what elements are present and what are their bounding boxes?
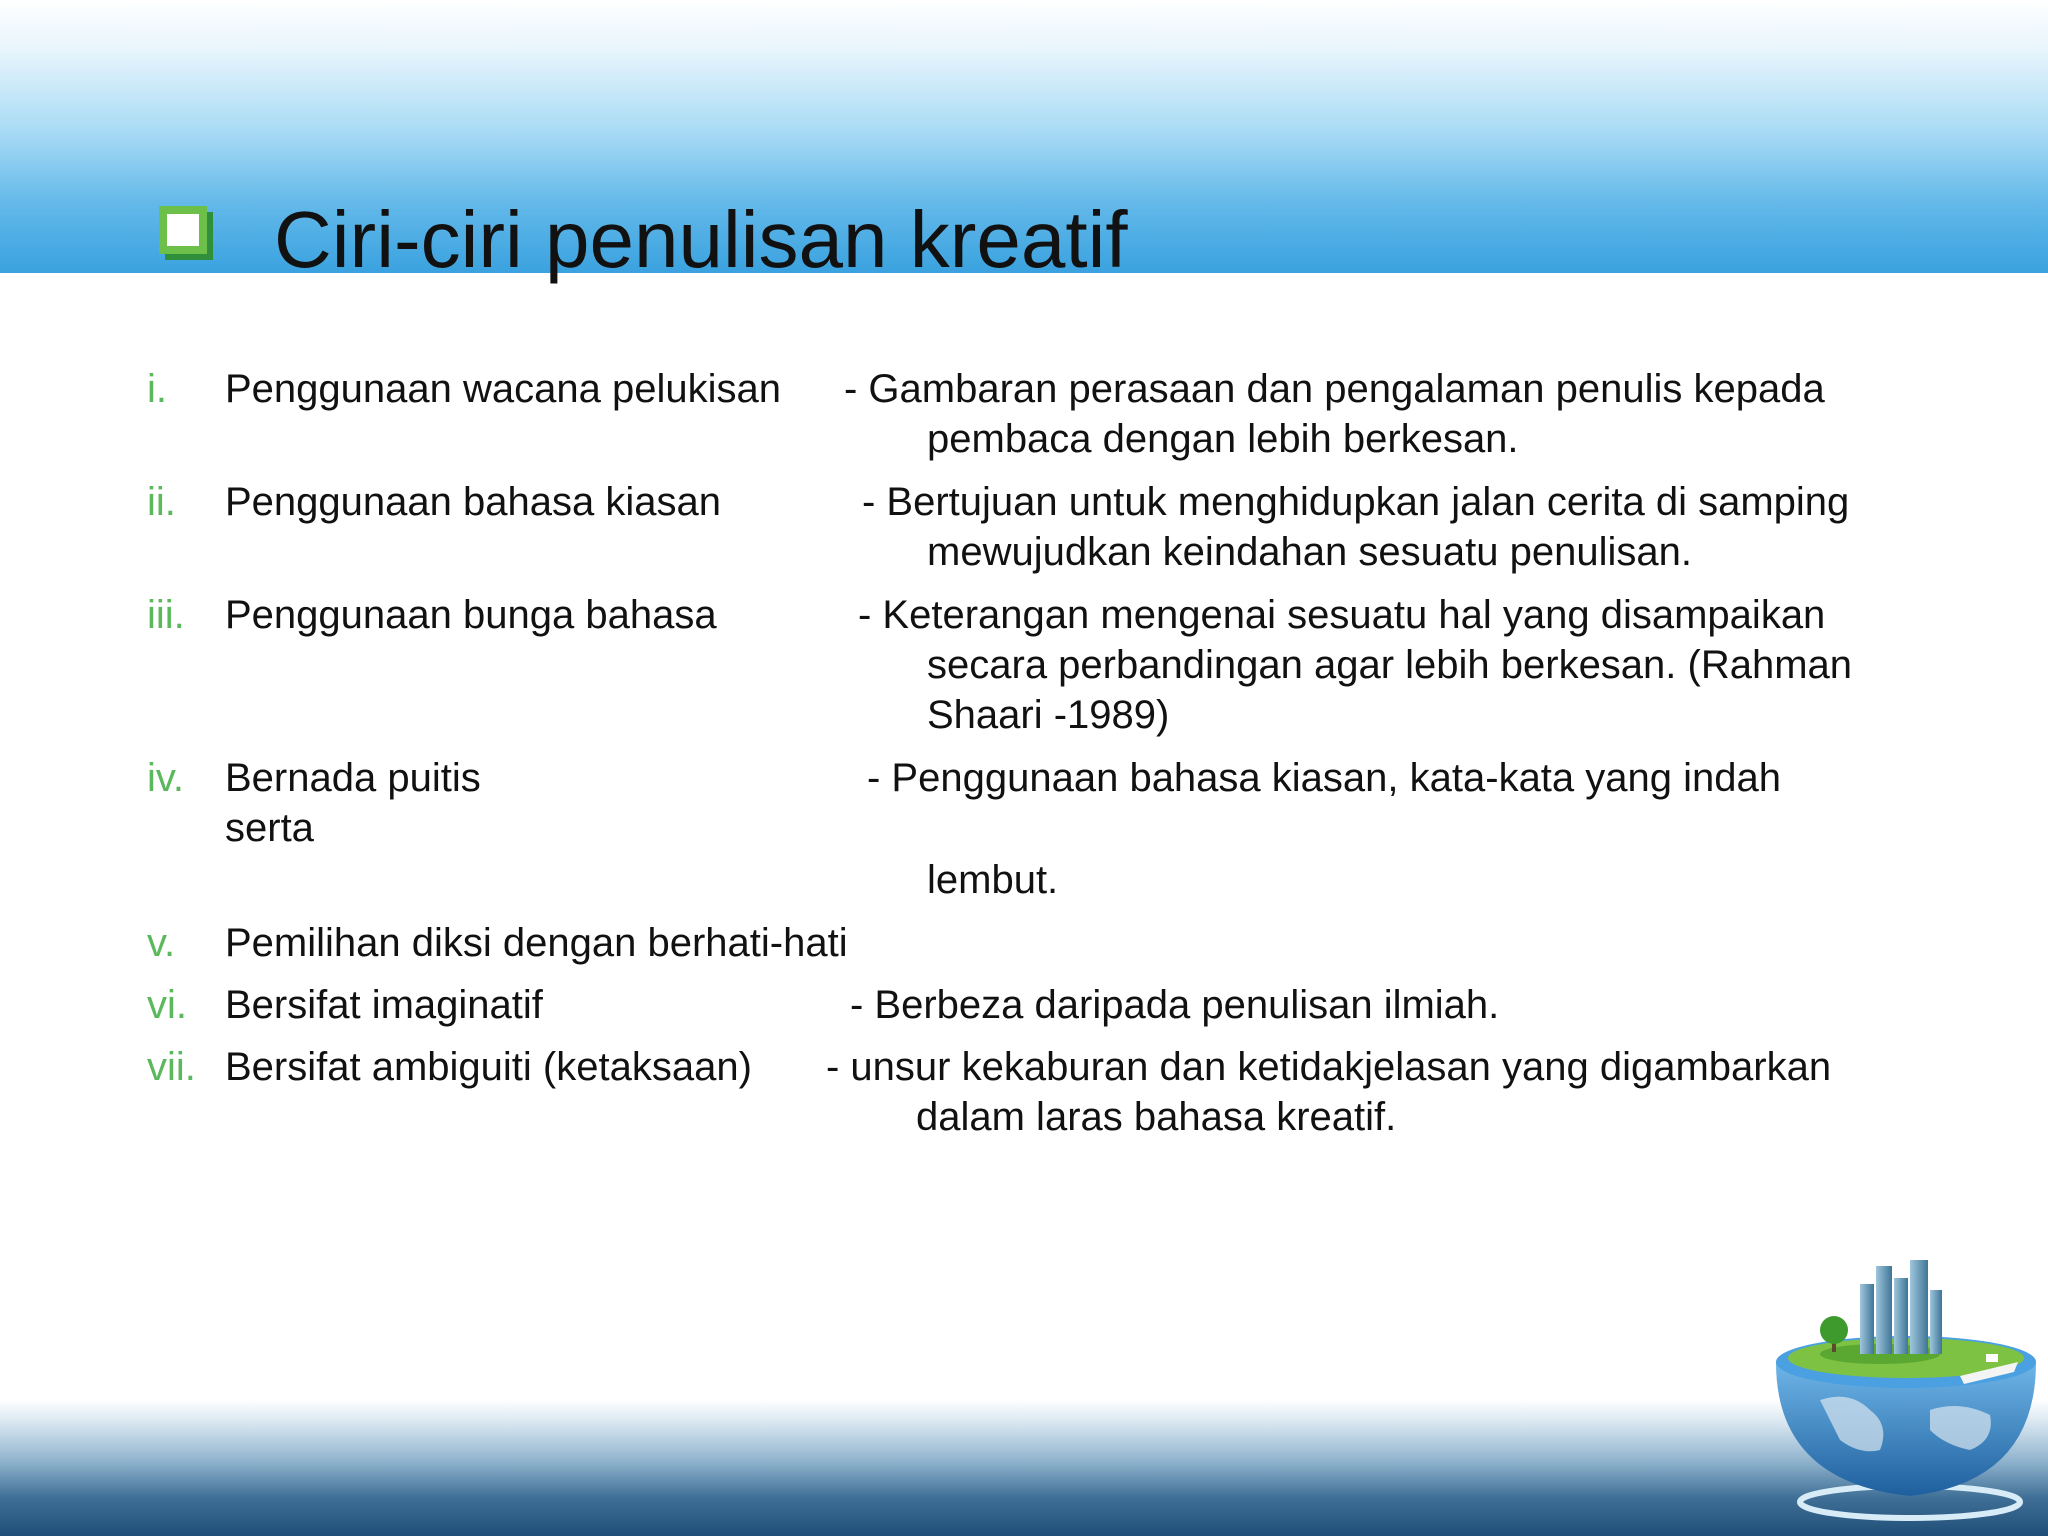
item-description-cont: secara perbandingan agar lebih berkesan. (Rahman (927, 643, 1853, 687)
item-term: Bernada puitis (225, 756, 481, 800)
item-description-cont: pembaca dengan lebih berkesan. (927, 417, 1519, 461)
item-term: Penggunaan bunga bahasa (225, 593, 717, 637)
globe-city-icon (1760, 1250, 2048, 1536)
item-term: Penggunaan wacana pelukisan (225, 367, 781, 411)
item-description-cont: mewujudkan keindahan sesuatu penulisan. (927, 530, 1692, 574)
item-number: vi. (147, 983, 187, 1027)
item-term: Penggunaan bahasa kiasan (225, 480, 721, 524)
item-description-cont: dalam laras bahasa kreatif. (916, 1095, 1397, 1139)
item-number: vii. (147, 1045, 196, 1089)
item-description: - Gambaran perasaan dan pengalaman penulis kepada (844, 367, 1825, 411)
item-description: - Penggunaan bahasa kiasan, kata-kata yang indah (867, 756, 1782, 800)
item-number: ii. (147, 480, 176, 524)
item-description: - Bertujuan untuk menghidupkan jalan cerita di samping (862, 480, 1850, 524)
item-description: - Berbeza daripada penulisan ilmiah. (850, 983, 1500, 1027)
item-term: Bersifat ambiguiti (ketaksaan) (225, 1045, 752, 1089)
item-term-cont: serta (225, 806, 314, 850)
item-description-cont: lembut. (927, 858, 1059, 902)
item-description: - Keterangan mengenai sesuatu hal yang disampaikan (858, 593, 1826, 637)
item-number: i. (147, 367, 167, 411)
item-term: Pemilihan diksi dengan berhati-hati (225, 921, 848, 965)
footer-sea-band (0, 1400, 2048, 1536)
item-term: Bersifat imaginatif (225, 983, 543, 1027)
item-number: v. (147, 921, 176, 965)
item-number: iv. (147, 756, 185, 800)
item-number: iii. (147, 593, 185, 637)
item-description: - unsur kekaburan dan ketidakjelasan yang digambarkan (826, 1045, 1832, 1089)
item-description-cont: Shaari -1989) (927, 693, 1170, 737)
slide-title: Ciri-ciri penulisan kreatif (274, 195, 1128, 284)
